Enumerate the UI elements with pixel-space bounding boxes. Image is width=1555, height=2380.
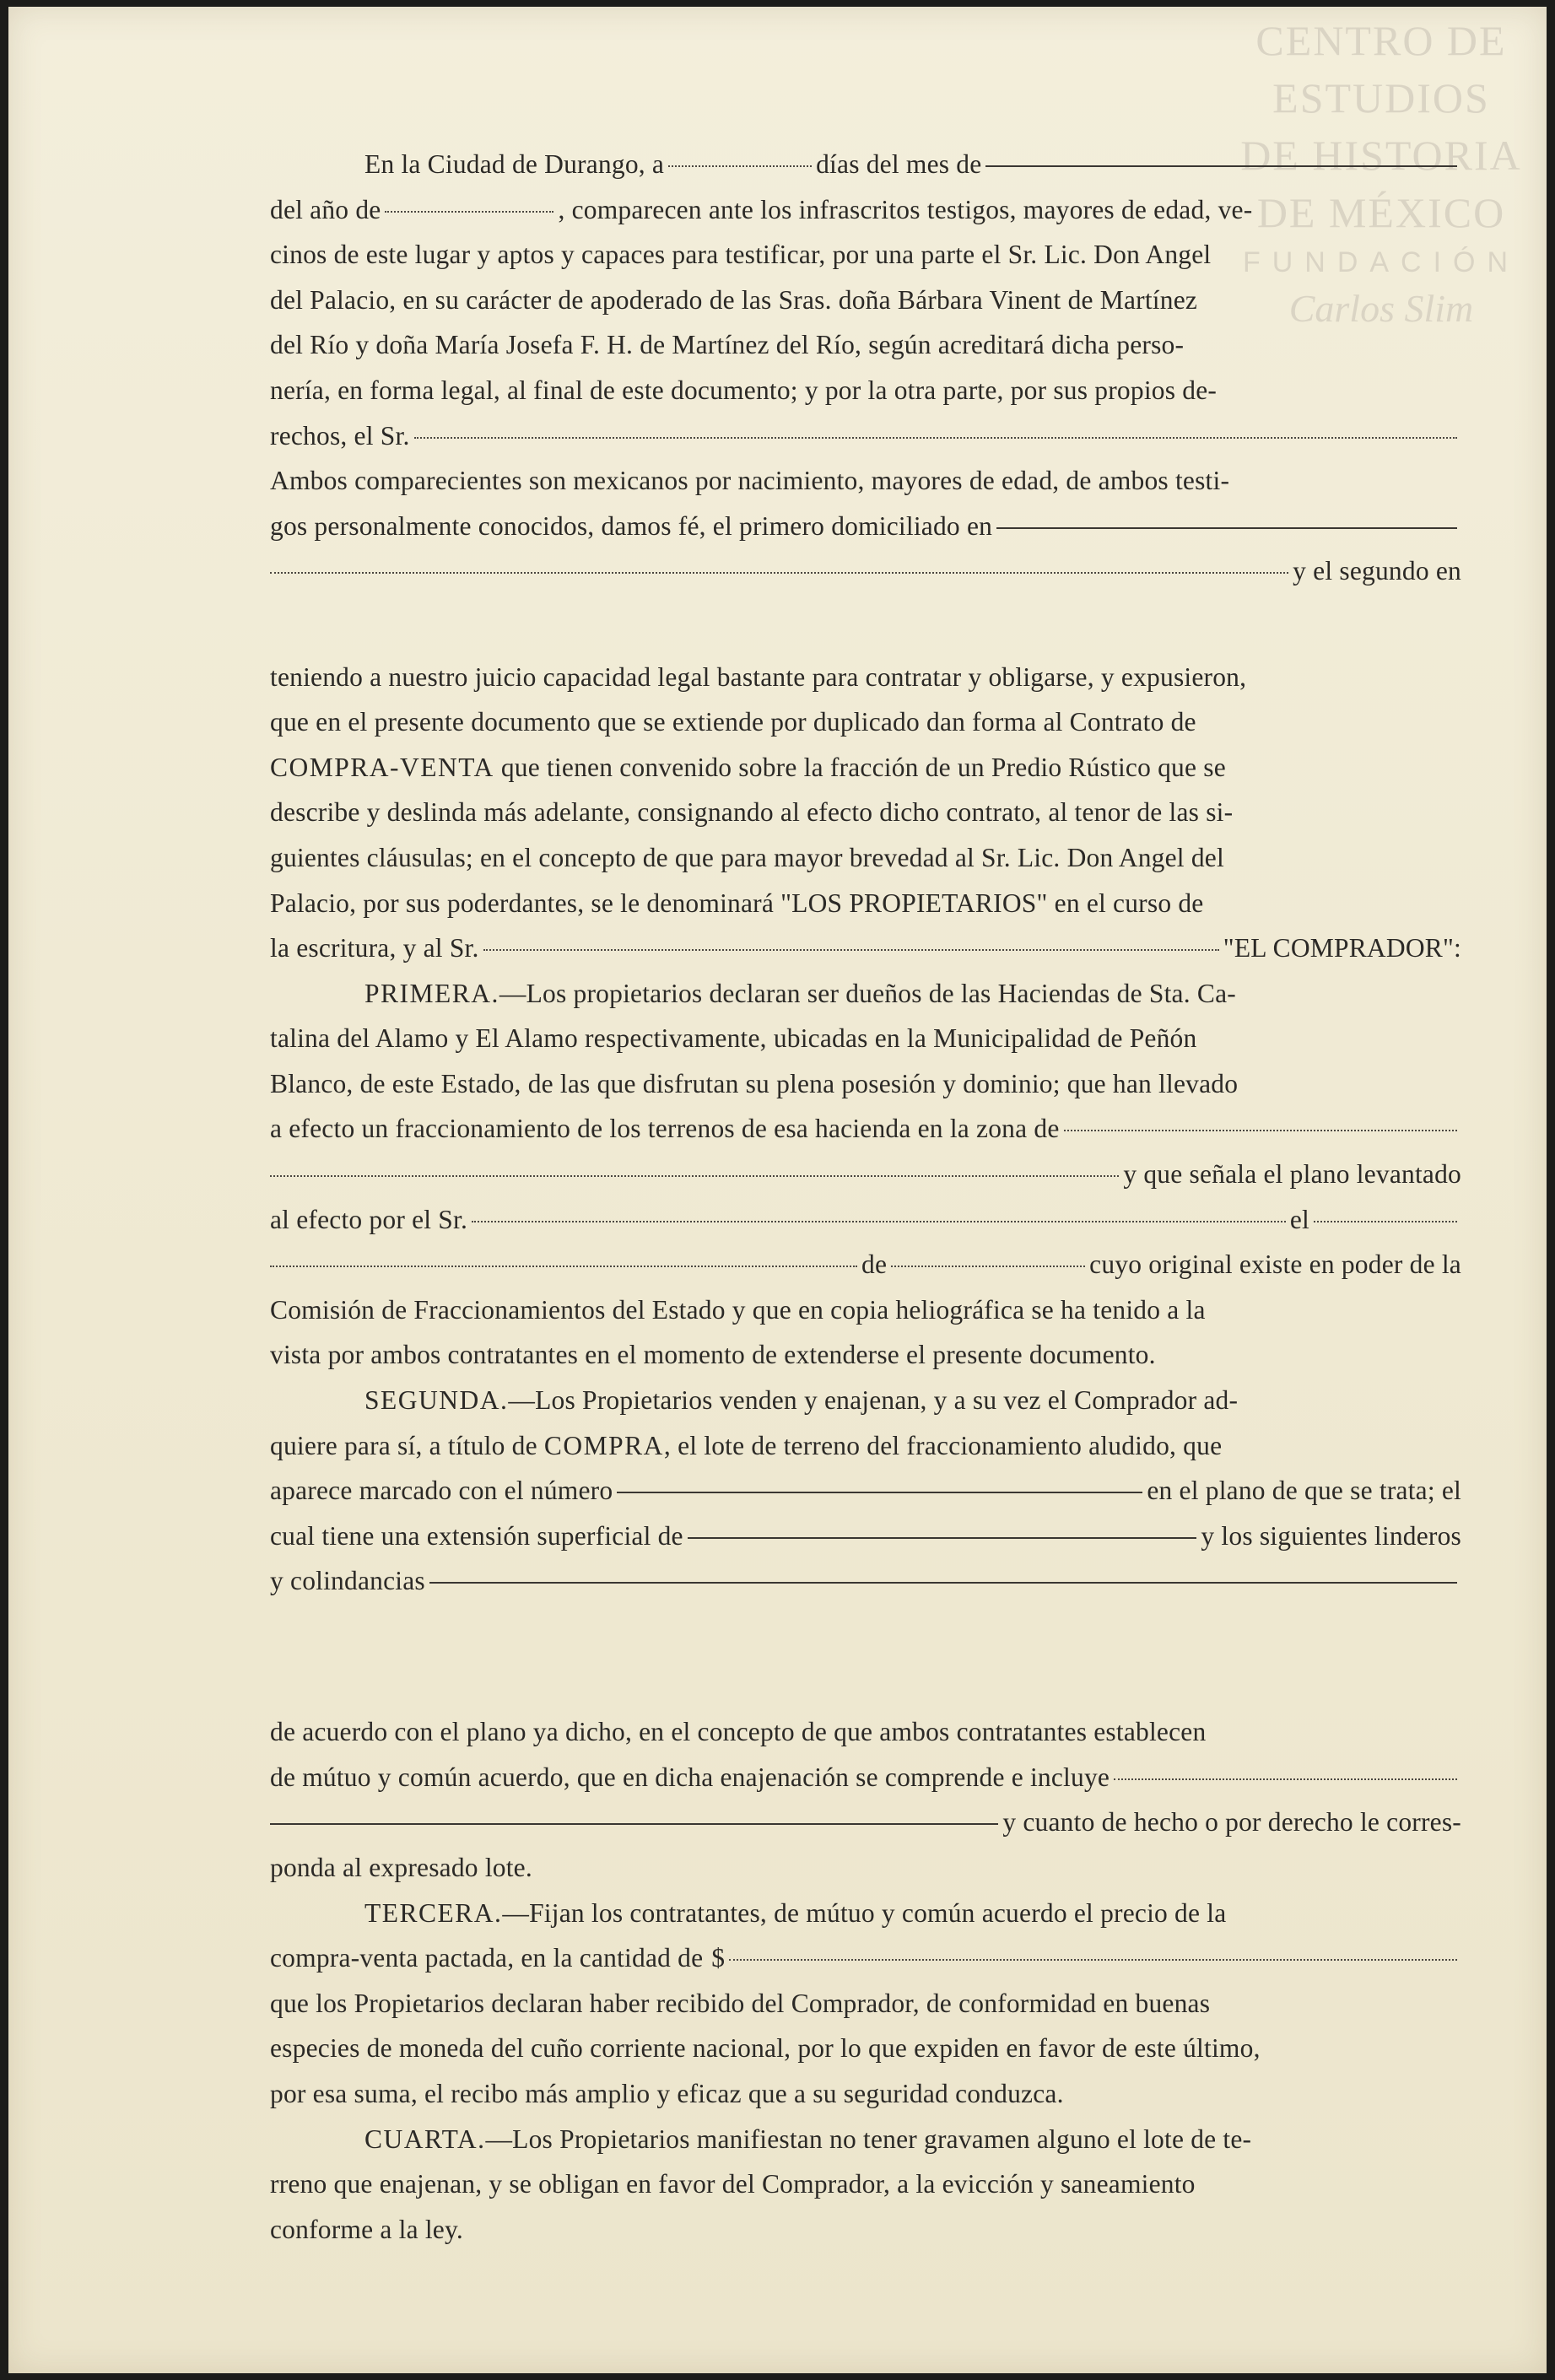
blank-lot-number <box>617 1492 1142 1493</box>
text-line <box>270 1197 1461 1243</box>
text-run: Comisión de Fraccionamientos del Estado y que en copia heliográfica se ha tenido a la <box>270 1294 1206 1325</box>
text-line <box>270 1378 1461 1423</box>
text-line <box>270 1649 1461 1695</box>
text-line <box>270 1709 1461 1755</box>
contract-body <box>270 142 1461 2252</box>
blank-surveyor <box>472 1221 1286 1222</box>
watermark-line: FUNDACIÓN <box>1242 246 1520 278</box>
text-line <box>270 1891 1461 1936</box>
text-line <box>270 655 1461 700</box>
text-run: quiere para sí, a título de <box>270 1430 544 1460</box>
blank-first-domicile-cont <box>270 572 1288 574</box>
text-line <box>270 1061 1461 1107</box>
text-run: que tienen convenido sobre la fracción de un Predio Rústico que se <box>494 752 1226 782</box>
text-line <box>270 2117 1461 2162</box>
text-run: cinos de este lugar y aptos y capaces para testificar, por una parte el Sr. Lic. Don Angel <box>270 240 1212 270</box>
text-run: en el plano de que se trata; el <box>1147 1476 1461 1506</box>
dollar-sign: $ <box>711 1943 726 1973</box>
blank-boundaries <box>429 1582 1457 1584</box>
text-run: cuyo original existe en poder de la <box>1089 1249 1461 1280</box>
text-line <box>270 2207 1461 2253</box>
text-run: "EL COMPRADOR": <box>1223 933 1461 963</box>
blank-zone-cont <box>270 1175 1119 1177</box>
text-run: —Fijan los contratantes, de mútuo y común acuerdo el precio de la <box>502 1897 1227 1928</box>
blank-buyer-name <box>414 437 1457 439</box>
text-run: y colindancias <box>270 1566 425 1596</box>
text-line <box>270 835 1461 881</box>
text-line <box>270 1514 1461 1559</box>
text-line <box>270 745 1461 791</box>
text-line <box>270 413 1461 459</box>
text-line <box>270 1981 1461 2027</box>
watermark-line: CENTRO DE <box>1255 17 1507 64</box>
text-line <box>270 322 1461 368</box>
text-line <box>270 232 1461 278</box>
text-run: cual tiene una extensión superficial de <box>270 1520 683 1551</box>
text-line <box>270 1152 1461 1197</box>
text-line <box>270 699 1461 745</box>
text-run: COMPRA <box>543 1430 664 1460</box>
text-line <box>270 2161 1461 2207</box>
text-line <box>270 458 1461 504</box>
document-page <box>8 7 1547 2373</box>
text-run: que los Propietarios declaran haber recibido del Comprador, de conformidad en buenas <box>270 1988 1211 2018</box>
text-run: teniendo a nuestro juicio capacidad legal bastante para contratar y obligarse, y expusieron, <box>270 661 1247 692</box>
text-run: y cuanto de hecho o por derecho le corres- <box>1002 1807 1461 1838</box>
text-run: del Palacio, en su carácter de apoderado de las Sras. doña Bárbara Vinent de Martínez <box>270 284 1198 315</box>
text-run: a efecto un fraccionamiento de los terrenos de esa hacienda en la zona de <box>270 1114 1060 1144</box>
text-line <box>270 1242 1461 1287</box>
clause-heading: CUARTA. <box>364 2124 486 2154</box>
text-run: días del mes de <box>816 149 982 179</box>
blank-buyer-name-2 <box>483 949 1219 951</box>
text-run: Blanco, de este Estado, de las que disfrutan su plena posesión y dominio; que han llevado <box>270 1068 1239 1098</box>
watermark-signature: Carlos Slim <box>1288 287 1474 330</box>
blank-date-month <box>270 1266 857 1267</box>
text-run: ponda al expresado lote. <box>270 1852 532 1882</box>
blank-day <box>668 165 812 167</box>
text-run: rechos, el Sr. <box>270 420 410 451</box>
clause-heading: PRIMERA. <box>364 978 499 1008</box>
text-line <box>270 926 1461 971</box>
text-run: , el lote de terreno del fraccionamiento aludido, que <box>663 1430 1223 1460</box>
text-run: especies de moneda del cuño corriente nacional, por lo que expiden en favor de este último, <box>270 2033 1261 2064</box>
blank-includes-cont <box>270 1823 998 1825</box>
text-line <box>270 1332 1461 1378</box>
blank-price <box>729 1959 1457 1961</box>
blank-surface-area <box>688 1537 1197 1539</box>
text-run: y que señala el plano levantado <box>1123 1159 1461 1190</box>
text-line <box>270 142 1461 187</box>
text-run: del año de <box>270 194 381 224</box>
text-run: gos personalmente conocidos, damos fé, el primero domiciliado en <box>270 510 993 541</box>
text-line <box>270 1287 1461 1333</box>
text-line <box>270 278 1461 323</box>
text-run: por esa suma, el recibo más amplio y eficaz que a su seguridad conduzca. <box>270 2078 1064 2108</box>
text-line <box>270 368 1461 413</box>
text-line <box>270 548 1461 594</box>
text-run: aparece marcado con el número <box>270 1476 613 1506</box>
text-line <box>270 504 1461 549</box>
text-line <box>270 1845 1461 1891</box>
text-line <box>270 1755 1461 1800</box>
blank-first-domicile <box>996 527 1457 529</box>
clause-heading: SEGUNDA. <box>364 1385 509 1416</box>
text-run: el <box>1289 1204 1309 1234</box>
text-line <box>270 1935 1461 1981</box>
text-line <box>270 2071 1461 2117</box>
text-line <box>270 1604 1461 1649</box>
text-run: vista por ambos contratantes en el momento de extenderse el presente documento. <box>270 1340 1156 1370</box>
text-run: describe y deslinda más adelante, consignando al efecto dicho contrato, al tenor de las si- <box>270 797 1234 828</box>
blank-includes <box>1114 1778 1457 1780</box>
watermark-line: DE MÉXICO <box>1256 189 1506 236</box>
text-run: conforme a la ley. <box>270 2214 463 2244</box>
text-run: —Los Propietarios manifiestan no tener gravamen alguno el lote de te- <box>485 2124 1252 2154</box>
text-run: En la Ciudad de Durango, a <box>364 149 665 179</box>
text-run: Palacio, por sus poderdantes, se le denominará "LOS PROPIETARIOS" en el curso de <box>270 888 1204 918</box>
watermark-line: ESTUDIOS <box>1272 74 1490 121</box>
text-run: nería, en forma legal, al final de este documento; y por la otra parte, por sus propios de- <box>270 375 1218 405</box>
text-line <box>270 790 1461 835</box>
text-line <box>270 1558 1461 1604</box>
text-run: —Los propietarios declaran ser dueños de las Haciendas de Sta. Ca- <box>499 978 1236 1008</box>
blank-date-day <box>1314 1221 1457 1222</box>
text-line <box>270 187 1461 233</box>
text-run: guientes cláusulas; en el concepto de que para mayor brevedad al Sr. Lic. Don Angel del <box>270 842 1224 872</box>
text-run: de <box>861 1249 888 1280</box>
text-line <box>270 1468 1461 1514</box>
text-run: de mútuo y común acuerdo, que en dicha enajenación se comprende e incluye <box>270 1762 1110 1792</box>
text-line <box>270 2026 1461 2071</box>
clause-heading: TERCERA. <box>364 1897 503 1928</box>
watermark-line: DE HISTORIA <box>1240 132 1522 179</box>
text-run: compra-venta pactada, en la cantidad de <box>270 1943 704 1973</box>
text-run: Ambos comparecientes son mexicanos por nacimiento, mayores de edad, de ambos testi- <box>270 466 1230 496</box>
blank-zone <box>1064 1130 1457 1131</box>
text-line <box>270 971 1461 1017</box>
blank-year <box>385 211 553 213</box>
text-run: y los siguientes linderos <box>1201 1520 1461 1551</box>
spacer <box>270 1694 1461 1709</box>
text-run: —Los Propietarios venden y enajenan, y a su vez el Comprador ad- <box>508 1385 1239 1416</box>
text-line <box>270 1423 1461 1469</box>
text-run: de acuerdo con el plano ya dicho, en el concepto de que ambos contratantes establecen <box>270 1717 1207 1747</box>
text-run: , comparecen ante los infrascritos testigos, mayores de edad, ve- <box>558 194 1253 224</box>
text-line <box>270 1106 1461 1152</box>
text-run: COMPRA-VENTA <box>270 752 494 782</box>
text-run: al efecto por el Sr. <box>270 1204 468 1234</box>
text-line <box>270 881 1461 926</box>
text-run: que en el presente documento que se extiende por duplicado dan forma al Contrato de <box>270 707 1196 737</box>
text-run: y el segundo en <box>1293 556 1461 586</box>
spacer <box>270 640 1461 655</box>
text-line <box>270 1016 1461 1061</box>
text-run: la escritura, y al Sr. <box>270 933 479 963</box>
text-run: rreno que enajenan, y se obligan en favor del Comprador, a la evicción y saneamiento <box>270 2169 1196 2199</box>
blank-date-year <box>891 1266 1085 1267</box>
text-run: del Río y doña María Josefa F. H. de Martínez del Río, según acreditará dicha perso- <box>270 330 1185 360</box>
text-line <box>270 1800 1461 1845</box>
text-run: talina del Alamo y El Alamo respectivamente, ubicadas en la Municipalidad de Peñón <box>270 1023 1197 1054</box>
text-line <box>270 594 1461 640</box>
blank-month <box>985 165 1457 167</box>
